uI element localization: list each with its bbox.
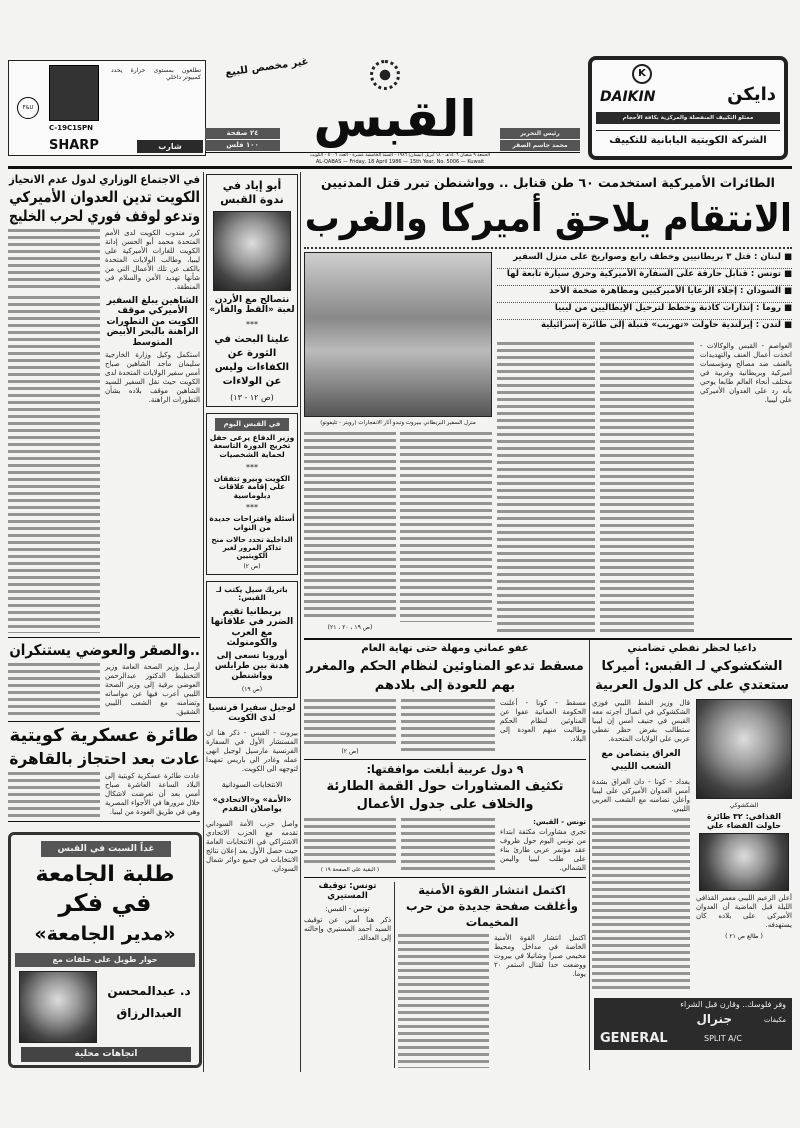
today-box xyxy=(206,413,298,575)
sudan-body: واصل حزب الأمة السوداني تقدمه مع الحزب الاتحادي الاشتراكي في الانتخابات العامة حيث حصل الأول بعد إعلان نتائج الانتخابات في جميع دوائر شمال السودان. xyxy=(206,819,298,873)
masthead-rule xyxy=(8,166,792,169)
plane-body: عادت طائرة عسكرية كويتية إلى البلاد الساعة العاشرة صباح أمس بعد أن تعرضت لاشكال خلال مرورها في الأجواء المصرية وهي في طريق العودة من ليبيا. xyxy=(105,772,200,816)
daikin-brand-en: DAIKIN xyxy=(600,89,656,105)
bullet-item: ■ لندن : إيرلندية حاولت «تهريب» قنبلة إلى طائرة إسرائيلية xyxy=(540,320,792,330)
lead-bullets xyxy=(497,252,792,337)
mestiri-dateline: تونس - القبس: xyxy=(325,904,370,913)
tomorrow-line-2: في فكر xyxy=(58,889,152,917)
separator-stars: *** xyxy=(246,319,258,329)
bullet-text: إنذارات كاذبة وخطط لترحيل الإيطاليين من ليبيا xyxy=(554,303,754,313)
general-brand-ar: جنرال xyxy=(696,1012,732,1026)
tomorrow-banner: غداً السبت في القبس xyxy=(41,841,171,857)
seale-box xyxy=(206,581,298,698)
bullet-place: لندن xyxy=(762,320,781,330)
today-item-1[interactable]: وزير الدفاع يرعى حفل تخريج الدورة التاسعة لحماية الشخصيات xyxy=(209,432,295,459)
bullet-place: السودان xyxy=(746,286,781,296)
today-item-2[interactable]: الكويت وبيرو تتفقان على إقامة علاقات دبلوماسية xyxy=(213,473,291,500)
divider xyxy=(8,721,200,722)
interviewee-photo xyxy=(19,971,97,1043)
abu-iyad-title: أبو إياد في ندوة القبس xyxy=(220,179,284,206)
general-brand-en: GENERAL xyxy=(600,1031,668,1046)
divider xyxy=(304,759,586,760)
shaheen-headline: الشاهين يبلغ السفير الأميركي موقف الكويت من التطورات الراهنة بالبحر الأبيض المتوسط xyxy=(106,296,199,348)
summit-page: ( البقية على الصفحة ١٩ ) xyxy=(320,867,380,874)
interviewee-name-1: د. عبدالمحسن xyxy=(107,984,191,998)
oman-body: مسقط - كونا - أعلنت الحكومة العمانية عفوا عن المناوئين لنظام الحكم وطالبت منهم العودة إلى البلاد. xyxy=(500,698,586,743)
tomorrow-series: حوار طويل على حلقات مع xyxy=(15,953,195,967)
kuwait-headline-1: الكويت تدين العدوان الأميركي xyxy=(9,187,200,206)
saqr-body-continued xyxy=(8,663,100,717)
bullet-text: إيرلندية حاولت «تهريب» قنبلة إلى طائرة إسرائيلية xyxy=(540,320,753,330)
masthead-emblem-icon xyxy=(370,60,400,90)
lead-photo xyxy=(304,252,492,417)
bullet-place: روما xyxy=(762,303,781,313)
oman-headline: مسقط تدعو المناوئين لنظام الحكم والمغرر بهم للعودة إلى بلادهم xyxy=(306,658,584,693)
france-headline: لوجيل سفيرا فرنسيا لدى الكويت xyxy=(208,702,296,723)
shaheen-body: استكمل وكيل وزارة الخارجية سليمان ماجد الشاهين صباح أمس سفير الولايات المتحدة لدى الكويت حيث نقل السفير للسيد الشاهين موقف بلاده بشأن التطورات الراهنة. xyxy=(105,350,200,404)
summit-dateline: تونس - القبس: xyxy=(533,818,586,827)
column-rule xyxy=(300,172,301,1072)
libya-page: ( طالع ص ٢١ ) xyxy=(725,932,763,940)
oman-page: (ص ٢) xyxy=(341,747,359,755)
mestiri-body: ذكر هنا أمس عن توقيف السيد أحمد المستيري وإحالته إلى العدالة. xyxy=(304,915,392,942)
date-line-en: AL-QABAS — Friday, 18 April 1986 — 15th Year, No. 5006 — Kuwait xyxy=(315,159,485,165)
sharp-brand-ar: شارب xyxy=(137,140,203,153)
abu-iyad-quote-1: نتصالح مع الأردن لعبة «القط والفأر» xyxy=(209,295,295,316)
daikin-company: الشركة الكويتية اليابانية للتكييف xyxy=(596,130,780,146)
divider xyxy=(8,821,200,822)
iraq-body: بغداد - كونا - دان العراق بشدة أمس العدوان الأميركي على ليبيا وأعلن تضامنه مع الشعب العربي الليبي. xyxy=(592,777,690,813)
shakshuki-caption: الشكشوكي xyxy=(729,801,759,809)
today-item-3[interactable]: أسئلة واقتراحات جديدة من النواب xyxy=(209,514,295,533)
gaddafi-headline: القذافي: ٣٢ طائرة حاولت القضاء علي xyxy=(706,811,782,830)
bullet-text: قنابل حارقة على السفارة الأميركية وحرق سيارة تابعة لها xyxy=(506,269,748,279)
sharp-ad[interactable] xyxy=(8,60,206,156)
general-tagline: وفر فلوسك.. وقارن قبل الشراء xyxy=(680,1000,786,1009)
oman-body-col3 xyxy=(304,699,396,746)
lead-body-col3 xyxy=(497,342,595,632)
kuwait-headline-2: وتدعو لوقف فوري لحرب الخليج xyxy=(9,206,201,225)
price: ١٠٠ فلس xyxy=(205,140,280,151)
libya-body: قال وزير النفط الليبي فوزي الشكشوكي في اتصال أجرته معه القبس في جنيف أمس إن ليبيا ستطالب بفرض حظر نفطي عربي على الولايات المتحدة. xyxy=(592,698,690,743)
lead-continued: (ص ١٩ ، ٢٠ ، ٢١) xyxy=(327,624,373,631)
lead-headline: الانتقام يلاحق أميركا والغرب xyxy=(304,196,792,240)
tomorrow-line-3: «مدير الجامعة» xyxy=(34,923,176,945)
gaddafi-body: أعلن الزعيم الليبي معمر القذافي الليلة قبل الماضية أن العدوان الأميركي على بلاده كان يستهدفه. xyxy=(696,893,792,929)
daikin-logo-icon: K xyxy=(632,64,652,84)
plane-headline-1: طائرة عسكرية كويتية xyxy=(9,724,199,746)
oman-body-col2 xyxy=(401,699,495,755)
tomorrow-line-1: طلبة الجامعة xyxy=(35,862,175,887)
divider xyxy=(8,637,200,638)
daikin-tagline: ممثلو التكييف المنفصلة والمركزية بكافة الأحجام xyxy=(596,112,780,124)
daikin-brand-ar: دايكن xyxy=(727,84,776,105)
editor-name: محمد جاسم الصقر xyxy=(500,140,580,151)
mestiri-headline: تونس: توقيف المستيري xyxy=(318,881,377,901)
kuwait-kicker: في الاجتماع الوزاري لدول عدم الانحياز xyxy=(9,173,200,186)
abu-iyad-photo xyxy=(213,211,291,291)
today-banner: في القبس اليوم xyxy=(215,418,289,431)
summit-kicker: ٩ دول عربية أبلغت موافقتها: xyxy=(366,762,524,776)
seale-page: (ص ١٩) xyxy=(241,685,263,693)
camps-body-col2 xyxy=(398,934,489,1068)
editor-label: رئيس التحرير xyxy=(500,128,580,139)
sudan-kicker: الانتخابات السودانية xyxy=(221,780,283,790)
column-b xyxy=(206,174,298,1068)
tomorrow-section: اتجاهات محلية xyxy=(21,1047,191,1062)
summit-body: تجري مشاورات مكثفة ابتداء من تونس اليوم حول ظروف عقد مؤتمر عربي طارئ بناء على طلب ليبيا واليمن الشمالي. xyxy=(500,828,586,873)
dotted-rule xyxy=(304,247,792,249)
plane-headline-2: عادت بعد احتجاز بالقاهرة xyxy=(9,748,200,768)
general-sub: مكيفات xyxy=(764,1016,786,1024)
lead-photo-caption: منزل السفير البريطاني ببيروت وتبدو آثار الانفجارات (رويتر - تليفوتو) xyxy=(320,420,476,426)
masthead-logo: القبس xyxy=(313,90,477,148)
column-rule xyxy=(203,172,204,1072)
general-type: SPLIT A/C xyxy=(704,1034,742,1043)
summit-body-col3 xyxy=(304,818,396,865)
sudan-headline: «الأمة» و«الاتحادي» يواصلان التقدم xyxy=(212,795,292,814)
general-ad[interactable] xyxy=(594,998,792,1050)
bullet-text: قتل ٣ بريطانيين وخطف رابع وصواريخ على منزل السفير xyxy=(513,252,752,262)
oman-kicker: عفو عماني ومهلة حتى نهاية العام xyxy=(361,643,529,654)
iraq-headline: العراق يتضامن مع الشعب الليبي xyxy=(601,748,681,772)
saqr-body: أرسل وزير الصحة العامة وزير التخطيط الدكتور عبدالرحمن العوضي برقية إلى وزير الصحة الليبي أعرب فيها عن مواساته وتضامنه مع الشعب الليبي الشقيق. xyxy=(105,662,200,716)
date-line-ar: الجمعة ٩ شعبان ١٤٠٦هـ - ١٨ أبريل (نيسان) ١٩٨٦ - السنة الخامسة عشرة - العدد ٥٠٠٦ - الكويت xyxy=(310,153,490,158)
libya-kicker: داعيا لحظر نفطي تضامني xyxy=(627,643,757,654)
saqr-headline: ..والصقر والعوضي يستنكران xyxy=(9,640,200,659)
bullet-item: ■ لبنان : قتل ٣ بريطانيين وخطف رابع وصواريخ على منزل السفير xyxy=(497,252,792,269)
summit-headline: تكثيف المشاورات حول القمة الطارئة والخلاف على جدول الأعمال xyxy=(326,779,564,813)
france-body: بيروت - القبس - ذكر هنا ان المستشار الأول في السفارة الفرنسية مارسيل لوجيل انهى عمله وغادر الى باريس تمهيدا لتوجهه الى الكويت. xyxy=(206,729,298,774)
lead-body-col4 xyxy=(400,432,492,622)
shakshuki-photo xyxy=(696,699,792,799)
summit-body-col2 xyxy=(401,818,495,873)
libya-section xyxy=(592,643,792,993)
divider xyxy=(304,638,792,640)
libya-headline: الشكشوكي لـ القبس: أميركا ستعتدي على كل الدول العربية xyxy=(595,658,789,693)
bullet-place: لبنان xyxy=(760,252,781,262)
today-item-4[interactable]: الداخلية تحدد حالات منح تذاكر المرور لغير الكويتيين xyxy=(211,535,293,560)
dealer-logo: F&U xyxy=(17,97,39,119)
camps-body: اكتمل انتشار القوة الأمنية الخاصة في مداخل ومحيط مخيمي صبرا وشاتيلا في بيروت ووضعت حدا لقتال استمر ٢٠ يوما. xyxy=(494,934,586,979)
bullet-item: ■ روما : إنذارات كاذبة وخطط لترحيل الإيطاليين من ليبيا xyxy=(497,303,792,320)
kuwait-body-col2 xyxy=(8,296,100,633)
today-page: (ص ٢) xyxy=(243,562,261,570)
abu-iyad-quote-2: علينا البحث في الثورة عن الكفاءات وليس عن الولاءات xyxy=(214,333,290,387)
lead-body: العواصم - القبس والوكالات - اتخذت أعمال العنف والتهديدات بالعنف ضد مصالح ومؤسسات أميركية وبريطانية وغربية في مختلف أنحاء العالم طابعا يوحي بأنه رد على العدوان الأميركي على ليبيا. xyxy=(700,342,792,404)
bullet-text: إجلاء الرعايا الأميركيين ومظاهرة ضخمة الأحد xyxy=(549,286,738,296)
not-for-sale-label: غير مخصص للبيع xyxy=(224,56,310,79)
lead-body-col5 xyxy=(304,432,396,618)
seale-headline-2: أوروبا تسعى إلى هدنة بين طرابلس وواشنطن xyxy=(214,651,290,681)
air-conditioner-image xyxy=(49,65,99,121)
separator-stars: *** xyxy=(246,462,258,472)
separator-stars: *** xyxy=(246,503,258,513)
middle-stories xyxy=(304,643,586,1068)
iraq-body-continued xyxy=(592,818,690,994)
interviewee-name-2: العبدالرزاق xyxy=(116,1006,182,1020)
column-rule xyxy=(394,882,395,1068)
divider xyxy=(304,877,586,878)
sharp-brand: SHARP xyxy=(49,138,99,153)
column-rule xyxy=(589,640,590,1070)
camps-headline: اكتمل انتشار القوة الأمنية وأغلقت صفحة جديدة من حرب المخيمات xyxy=(406,883,578,930)
tomorrow-box xyxy=(8,832,202,1068)
gaddafi-photo xyxy=(699,833,789,891)
seale-byline: باتريك سيل يكتب لـ القبس: xyxy=(216,584,288,603)
seale-headline-1: بريطانيا تقيم الضرر في علاقاتها مع العرب والكومنولث xyxy=(210,607,294,649)
daikin-ad[interactable] xyxy=(588,56,788,160)
pages-count: ٢٤ صفحة xyxy=(205,128,280,139)
abu-iyad-box xyxy=(206,174,298,407)
bullet-item: ■ تونس : قنابل حارقة على السفارة الأميركية وحرق سيارة تابعة لها xyxy=(497,269,792,286)
sharp-ad-tagline: تطلعون بمستوى حرارة يحدد كمبيوتر داخلي xyxy=(111,67,201,81)
left-column xyxy=(8,174,200,826)
kuwait-body: كرر مندوب الكويت لدى الأمم المتحدة محمد أبو الحسن إدانة الكويت للغارات الأميركية على ليبيا، وطالب الولايات المتحدة بالكف عن تلك الأعمال التي من شأنها تهديد الأمن والسلام في المنطقة. xyxy=(105,229,200,292)
bullet-item: ■ السودان : إجلاء الرعايا الأميركيين ومظاهرة ضخمة الأحد xyxy=(497,286,792,303)
sharp-ad-model: C-19C1SPN xyxy=(49,124,93,132)
bullet-place: تونس xyxy=(757,269,781,279)
lead-body-col2 xyxy=(600,342,694,632)
lead-kicker: الطائرات الأميركية استخدمت ٦٠ طن قنابل .. وواشنطن تبرر قتل المدنيين xyxy=(321,175,775,190)
plane-body-continued xyxy=(8,772,100,817)
kuwait-body-continued xyxy=(8,229,100,292)
abu-iyad-pages: (ص ١٢ - ١٣) xyxy=(230,392,274,402)
